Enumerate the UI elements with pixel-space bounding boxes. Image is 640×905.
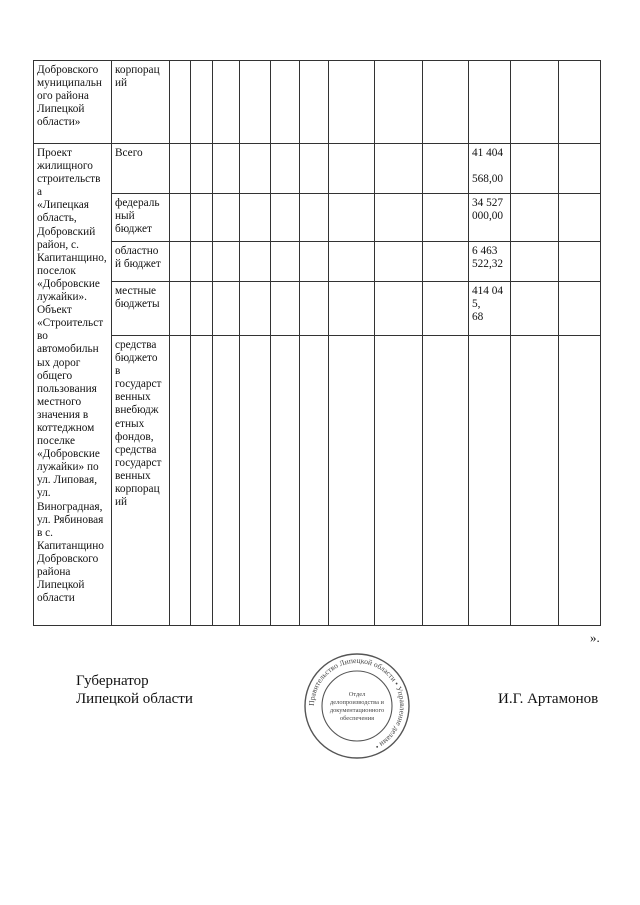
funding-source-cell: корпорац ий: [112, 61, 170, 144]
seal-outer-text: Правительство Липецкой области • Управление делами •: [306, 655, 408, 752]
official-seal-stamp: [302, 651, 412, 761]
total-value-cell: [469, 61, 511, 144]
table-row: [34, 194, 601, 242]
table-row: [34, 61, 601, 144]
seal-inner-line: обеспечения: [339, 715, 375, 722]
total-value-cell: 6 463 522,32: [469, 242, 511, 282]
table-row: [34, 282, 601, 336]
total-value-cell: 41 404 568,00: [469, 144, 511, 194]
funding-source-cell: средства бюджето в государст венных внебюдж етных фондов, средства государст венных корпорац ий: [112, 336, 170, 626]
table-row: [34, 336, 601, 626]
closing-quote-mark: ».: [590, 630, 600, 645]
total-value-cell: 414 04 5, 68: [469, 282, 511, 336]
funding-source-cell: Всего: [112, 144, 170, 194]
table-row: [34, 242, 601, 282]
funding-source-cell: местные бюджеты: [112, 282, 170, 336]
funding-source-cell: федераль ный бюджет: [112, 194, 170, 242]
signatory-title: Губернатор Липецкой области: [76, 673, 193, 707]
seal-inner-line: Отдел: [348, 691, 366, 698]
budget-table: [33, 60, 601, 626]
project-name-cell: Проект жилищного строительств а «Липецкая область, Добровский район, с. Капитанщино, поселок «Добровские лужайки». Объект «Строительст во автомобильн ых дорог общего пользования местного значения в коттеджном поселке «Добровские лужайки» по ул. Липовая, ул. Виноградная, ул. Рябиновая в с. Капитанщино Добровского района Липецкой области: [34, 144, 112, 626]
seal-inner-line: документационного: [329, 707, 385, 714]
total-value-cell: 34 527 000,00: [469, 194, 511, 242]
signatory-name: И.Г. Артамонов: [498, 691, 599, 707]
project-name-cell: Добровского муниципальн ого района Липецкой области»: [34, 61, 112, 144]
total-value-cell: [469, 336, 511, 626]
seal-inner-line: делопроизводства и: [330, 699, 384, 706]
table-row: [34, 144, 601, 194]
funding-source-cell: областно й бюджет: [112, 242, 170, 282]
